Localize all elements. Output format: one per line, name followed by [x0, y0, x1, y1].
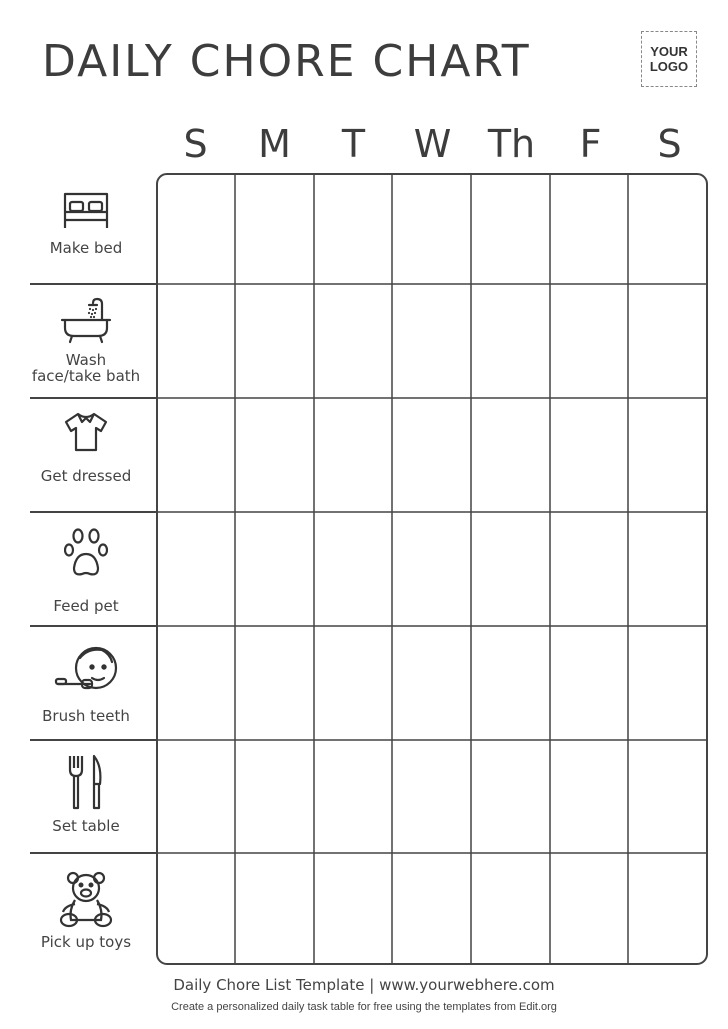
- grid-border: [157, 174, 707, 964]
- grid-columns: [235, 174, 628, 964]
- day-header-friday: F: [579, 122, 602, 166]
- footer-credit: Create a personalized daily task table for free using the templates from Edit.org: [171, 1001, 557, 1013]
- logo-line-2: LOGO: [649, 59, 689, 74]
- chore-label: Brush teeth: [42, 707, 130, 725]
- footer-template-title: Daily Chore List Template | www.yourwebhere.com: [173, 976, 555, 994]
- teddy-bear-icon: [55, 870, 117, 928]
- row-divider: [30, 739, 156, 741]
- chore-row-set-table: [12, 752, 160, 834]
- row-divider: [30, 397, 156, 399]
- page-title: DAILY CHORE CHART: [42, 36, 531, 87]
- bathtub-icon: [58, 296, 114, 346]
- bed-icon: [59, 188, 113, 232]
- row-divider: [30, 283, 156, 285]
- fork-knife-icon: [64, 752, 108, 812]
- chore-label: Pick up toys: [40, 933, 132, 951]
- row-divider: [30, 625, 156, 627]
- day-header-thursday: Th: [487, 122, 536, 166]
- paw-icon: [64, 526, 108, 580]
- chore-row-wash: [12, 296, 160, 384]
- chore-label: Get dressed: [40, 467, 132, 485]
- chore-row-get-dressed: [12, 410, 160, 484]
- grid-rows: [157, 284, 707, 853]
- day-header-saturday: S: [657, 122, 682, 166]
- chore-row-brush-teeth: [12, 640, 160, 724]
- day-header-wednesday: W: [413, 122, 452, 166]
- day-header-tuesday: T: [341, 122, 366, 166]
- shirt-icon: [62, 410, 110, 454]
- chore-row-feed-pet: [12, 526, 160, 614]
- chore-row-make-bed: [12, 188, 160, 256]
- day-header-sunday: S: [183, 122, 208, 166]
- chore-label: Make bed: [49, 239, 123, 257]
- toothbrush-icon: [52, 640, 120, 698]
- day-header-monday: M: [258, 122, 291, 166]
- row-divider: [30, 511, 156, 513]
- chore-row-pick-up-toys: [12, 870, 160, 950]
- logo-line-1: YOUR: [650, 44, 688, 59]
- chore-label: Feed pet: [53, 597, 119, 615]
- chore-label: Set table: [52, 817, 120, 835]
- row-divider: [30, 852, 156, 854]
- chore-label: Wash face/take bath: [31, 351, 141, 385]
